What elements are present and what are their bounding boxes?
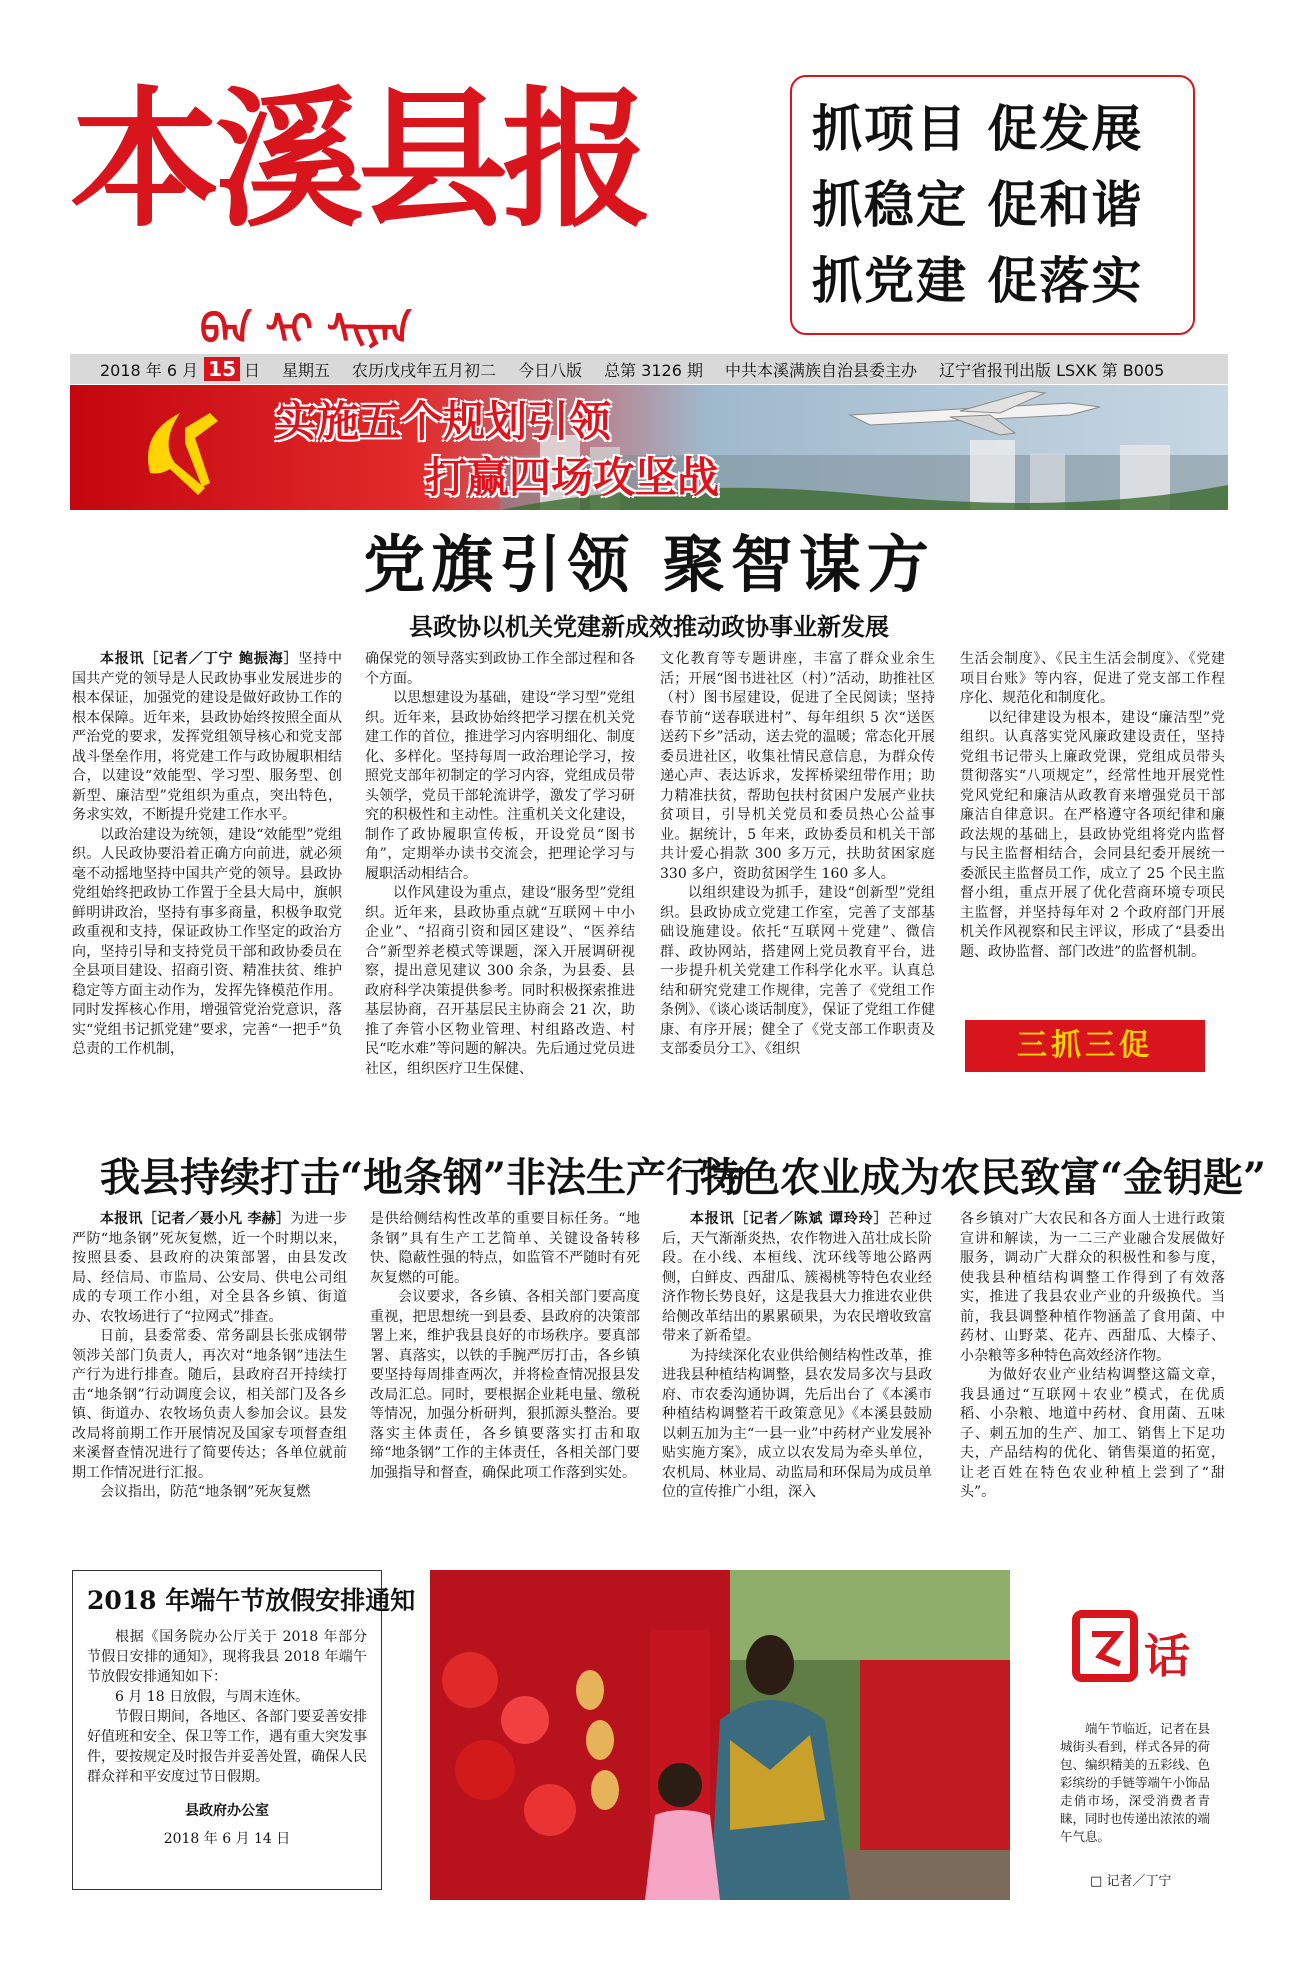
- lead-paragraph: 以作风建设为重点，建设“服务型”党组织。近年来，县政协重点就“互联网＋中小企业”、“招商引资和园区建设”、“医养结合”新型养老模式等课题，深入开展调研视察，提出意见建议 300 余条，为县委、县政府科学决策提供参考。同时积极探索推进基层协商，召开基层民主协商会 21 次，助推了奔管小区物业管理、村组路改造、村民“吃水难”等问题的解决。先后通过党员进社区，组织医疗卫生保健、: [365, 885, 635, 1077]
- banner-line-2: 打赢四场攻坚战: [425, 453, 720, 502]
- party-emblem-icon: [148, 413, 218, 495]
- holiday-notice: [72, 1570, 416, 1890]
- lead-paragraph: 坚持中国共产党的领导是人民政协事业发展进步的根本保证，加强党的建设是做好政协工作的根本保障。近年来，县政协始终按照全面从严治党的要求，发挥党组领导核心和党支部战斗堡垒作用，将党建工作与政协履职相结合，以建设“效能型、学习型、服务型、创新型、廉洁型”党组织为重点，突出特色，务求实效，不断提升党建工作水平。: [72, 651, 342, 823]
- story2-byline: 本报讯［记者／聂小凡 李赫］: [100, 1211, 291, 1227]
- lead-paragraph: 以纪律建设为根本，建设“廉洁型”党组织。认真落实党风廉政建设责任，坚持党组书记带头上廉政党课，党组成员带头贯彻落实“八项规定”，经常性地开展党性党风党纪和廉洁从政教育来增强党员干部廉洁自律意识。在严格遵守各项纪律和廉政法规的基础上，县政协党组将党内监督与民主监督相结合，会同县纪委开展统一委派民主监督员工作，成立了 25 个民主监督小组，重点开展了优化营商环境专项民主监督，并坚持每年对 2 个政府部门开展机关作风视察和民主评议，形成了“县委出题、政协监督、部门改进”的监督机制。: [960, 709, 1225, 960]
- issue-number: 总第 3126 期: [604, 360, 703, 380]
- photo-caption: 端午节临近，记者在县城街头看到，样式各异的荷包、编织精美的五彩线、色彩缤纷的手链等端午小饰品走俏市场，深受消费者青睐，同时也传递出浓浓的端午气息。: [1060, 1721, 1211, 1844]
- notice-title: 2018 年端午节放假安排通知: [87, 1586, 416, 1615]
- lead-paragraph: 文化教育等专题讲座，丰富了群众业余生活；开展“图书进社区（村）”活动，助推社区（村）图书屋建设，促进了全民阅读；坚持春节前“送春联进村”、每年组织 5 次“送医送药下乡”活动，送去党的温暖；常态化开展委员进社区，收集社情民意信息，为群众传递心声、表达诉求，发挥桥梁纽带作用；助力精准扶贫，帮助包扶村贫困户发展产业扶贫项目，引导机关党员和委员热心公益事业。据统计，5 年来，政协委员和机关干部共计爱心捐款 300 多万元，扶助贫困家庭 330 多户，资助贫困学生 160 多人。: [660, 651, 935, 882]
- lead-paragraph: 以组织建设为抓手，建设“创新型”党组织。县政协成立党建工作室，完善了支部基础设施建设。依托“互联网＋党建”、微信群、政协网站，搭建网上党员教育平台，进一步提升机关党建工作科学化水平。认真总结和研究党建工作规律，完善了《党组工作条例》、《谈心谈话制度》，保证了党组工作健康、有序开展；健全了《党支部工作职责及支部委员分工》、《组织: [660, 885, 935, 1057]
- photo-illustration: [430, 1570, 1010, 1900]
- story3-paragraph: 为做好农业产业结构调整这篇文章，我县通过“互联网＋农业”模式，在优质稻、小杂粮、地道中药材、食用菌、五味子、刺五加的生产、加工、销售上下足功夫，产品结构的优化、销售渠道的拓宽，让老百姓在特色农业种植上尝到了“甜头”。: [960, 1367, 1225, 1500]
- lead-paragraph: 以思想建设为基础，建设“学习型”党组织。近年来，县政协始终把学习摆在机关党建工作的首位，推进学习内容明细化、制度化、多样化。坚持每周一政治理论学习，按照党支部年初制定的学习内容，党组成员带头领学，党员干部轮流讲学，激发了学习研究的积极性和主动性。注重机关文化建设，制作了政协履职宣传板，开设党员“图书角”，定期举办读书交流会，把理论学习与履职活动相结合。: [365, 690, 635, 882]
- section-badge: 三抓三促: [965, 1020, 1205, 1072]
- slogan-box: [790, 75, 1195, 335]
- story3-headline: 特色农业成为农民致富“金钥匙”: [700, 1154, 1267, 1201]
- story3-column-2: [960, 1210, 1225, 1550]
- notice-paragraph: 6 月 18 日放假，与周末连休。: [115, 1689, 310, 1705]
- story3-paragraph: 为持续深化农业供给侧结构性改革，推进我县种植结构调整，县农发局多次与县政府、市农委沟通协调，先后出台了《本溪市种植结构调整若干政策意见》《本溪县鼓励以刺五加为主“一县一业”中药材产业发展补贴实施方案》，成立以农发局为牵头单位，农机局、林业局、动监局和环保局为成员单位的宣传推广小组，深入: [662, 1347, 932, 1500]
- story3-byline: 本报讯［记者／陈斌 谭玲玲］: [690, 1211, 889, 1227]
- weekday: 星期五: [282, 360, 331, 380]
- photo-talk-logo-text: 话: [1144, 1629, 1190, 1683]
- photo-credit: □ 记者／丁宁: [1090, 1874, 1172, 1889]
- lead-column-4: [960, 650, 1225, 1005]
- date-suffix: 日: [244, 360, 261, 380]
- story2-paragraph: 会议指出，防范“地条钢”死灰复燃: [100, 1484, 311, 1500]
- lead-paragraph: 以政治建设为统领，建设“效能型”党组织。人民政协要沿着正确方向前进，就必须毫不动摇地坚持中国共产党的领导。县政协党组始终把政协工作置于全县大局中，旗帜鲜明讲政治，坚持有事多商量，积极争取党政重视和支持，保证政协工作坚定的政治方向，坚持引导和支持党员干部和政协委员在全县项目建设、招商引资、精准扶贫、维护稳定等方面主动作为，发挥先锋模范作用。同时发挥核心作用，增强管党治党意识，落实“党组书记抓党建”要求，完善“一把手”负总责的工作机制，: [72, 826, 342, 1057]
- story3-paragraph: 芒种过后，天气渐渐炎热，农作物进入茁壮成长阶段。在小线、本桓线、沈环线等地公路两侧，白鲜皮、西甜瓜、簇褐桃等特色农业经济作物长势良好，这是我县大力推进农业供给侧改革结出的累累硕果，为农民增收致富带来了新希望。: [662, 1211, 932, 1344]
- notice-date: 2018 年 6 月 14 日: [163, 1831, 291, 1847]
- notice-paragraph: 根据《国务院办公厅关于 2018 年部分节假日安排的通知》，现将我县 2018 年端午节放假安排通知如下：: [87, 1629, 367, 1685]
- story3-column-1: [662, 1210, 932, 1550]
- story2-column-1: [72, 1210, 347, 1550]
- slogan-line: 抓党建 促落实: [812, 251, 1144, 310]
- story2-headline: 我县持续打击“地条钢”非法生产行为: [100, 1154, 747, 1201]
- lead-subheadline: 县政协以机关党建新成效推动政协事业新发展: [409, 612, 889, 641]
- lead-byline: 本报讯［记者／丁宁 鲍振海］: [100, 651, 299, 667]
- story2-column-2: [370, 1210, 640, 1550]
- banner-line-1: 实施五个规划引领: [275, 397, 612, 446]
- story3-paragraph: 各乡镇对广大农民和各方面人士进行政策宣讲和解读，为一二三产业融合发展做好服务，调动广大群众的积极性和参与度，使我县种植结构调整工作得到了有效落实，推进了我县农业产业的升级换代。当前，我县调整种植作物涵盖了食用菌、中药材、山野菜、花卉、西甜瓜、大榛子、小杂粮等多种特色高效经济作物。: [960, 1211, 1225, 1364]
- story2-paragraph: 是供给侧结构性改革的重要目标任务。“地条钢”具有生产工艺简单、关键设备转移快、隐蔽性强的特点，如监管不严随时有死灰复燃的可能。: [370, 1211, 640, 1286]
- market-photo: [430, 1570, 1010, 1900]
- story2-paragraph: 日前，县委常委、常务副县长张成钢带领涉关部门负责人，再次对“地条钢”违法生产行为进行排查。随后，县政府召开持续打击“地条钢”行动调度会议，相关部门及各乡镇、街道办、农牧场负责人参加会议。县发改局将前期工作开展情况及国家专项督查组来溪督查情况进行了简要传达；各单位就前期工作情况进行汇报。: [72, 1328, 347, 1481]
- slogan-line: 抓项目 促发展: [812, 99, 1144, 158]
- slogan-line: 抓稳定 促和谐: [812, 175, 1144, 234]
- issue-info-bar: [70, 354, 1228, 384]
- lead-paragraph: 生活会制度》、《民主生活会制度》、《党建项目台账》等内容，促进了党支部工作程序化、规范化和制度化。: [960, 651, 1225, 706]
- story2-paragraph: 为进一步严防“地条钢”死灰复燃，近一个时期以来，按照县委、县政府的决策部署，由县发改局、经信局、市监局、公安局、供电公司组成的专项工作小组，对全县各乡镇、街道办、农牧场进行了“拉网式”排查。: [72, 1211, 347, 1325]
- date-prefix: 2018 年 6 月: [100, 360, 199, 380]
- theme-banner: [70, 385, 1228, 510]
- masthead-mongolian: ᠪᠡᠨ ᠰᠢ ᠰᠢᠶᠠᠨ: [200, 307, 412, 353]
- airplane-icon: [850, 391, 1100, 435]
- lunar-date: 农历戊戌年五月初二: [352, 360, 497, 380]
- lead-column-3: [660, 650, 935, 1110]
- lead-headline: 党旗引领 聚智谋方: [363, 528, 935, 601]
- lead-paragraph: 确保党的领导落实到政协工作全部过程和各个方面。: [365, 651, 635, 687]
- notice-signature: 县政府办公室: [185, 1803, 269, 1819]
- date-day: 15: [204, 357, 240, 381]
- lead-column-1: [72, 650, 342, 1110]
- page-count: 今日八版: [518, 360, 583, 380]
- story2-paragraph: 会议要求，各乡镇、各相关部门要高度重视，把思想统一到县委、县政府的决策部署上来，维护我县良好的市场秩序。要真部署、真落实，以铁的手腕严厉打击，各乡镇要坚持每周排查两次，并将检查情况报县发改局汇总。同时，要根据企业耗电量、缴税等情况，加强分析研判，狠抓源头整治。要落实主体责任，各乡镇要落实打击和取缔“地条钢”工作的主体责任，各相关部门要加强指导和督查，确保此项工作落到实处。: [370, 1289, 640, 1481]
- lead-column-2: [365, 650, 635, 1110]
- license: 辽宁省报刊出版 LSXK 第 B005: [939, 360, 1165, 380]
- notice-paragraph: 节假日期间，各地区、各部门要妥善安排好值班和安全、保卫等工作，遇有重大突发事件，要按规定及时报告并妥善处置，确保人民群众祥和平安度过节日假期。: [87, 1709, 367, 1785]
- masthead-title: 本溪县报: [70, 72, 647, 248]
- photo-talk-logo: [1070, 1600, 1210, 1700]
- sponsor: 中共本溪满族自治县委主办: [724, 360, 917, 380]
